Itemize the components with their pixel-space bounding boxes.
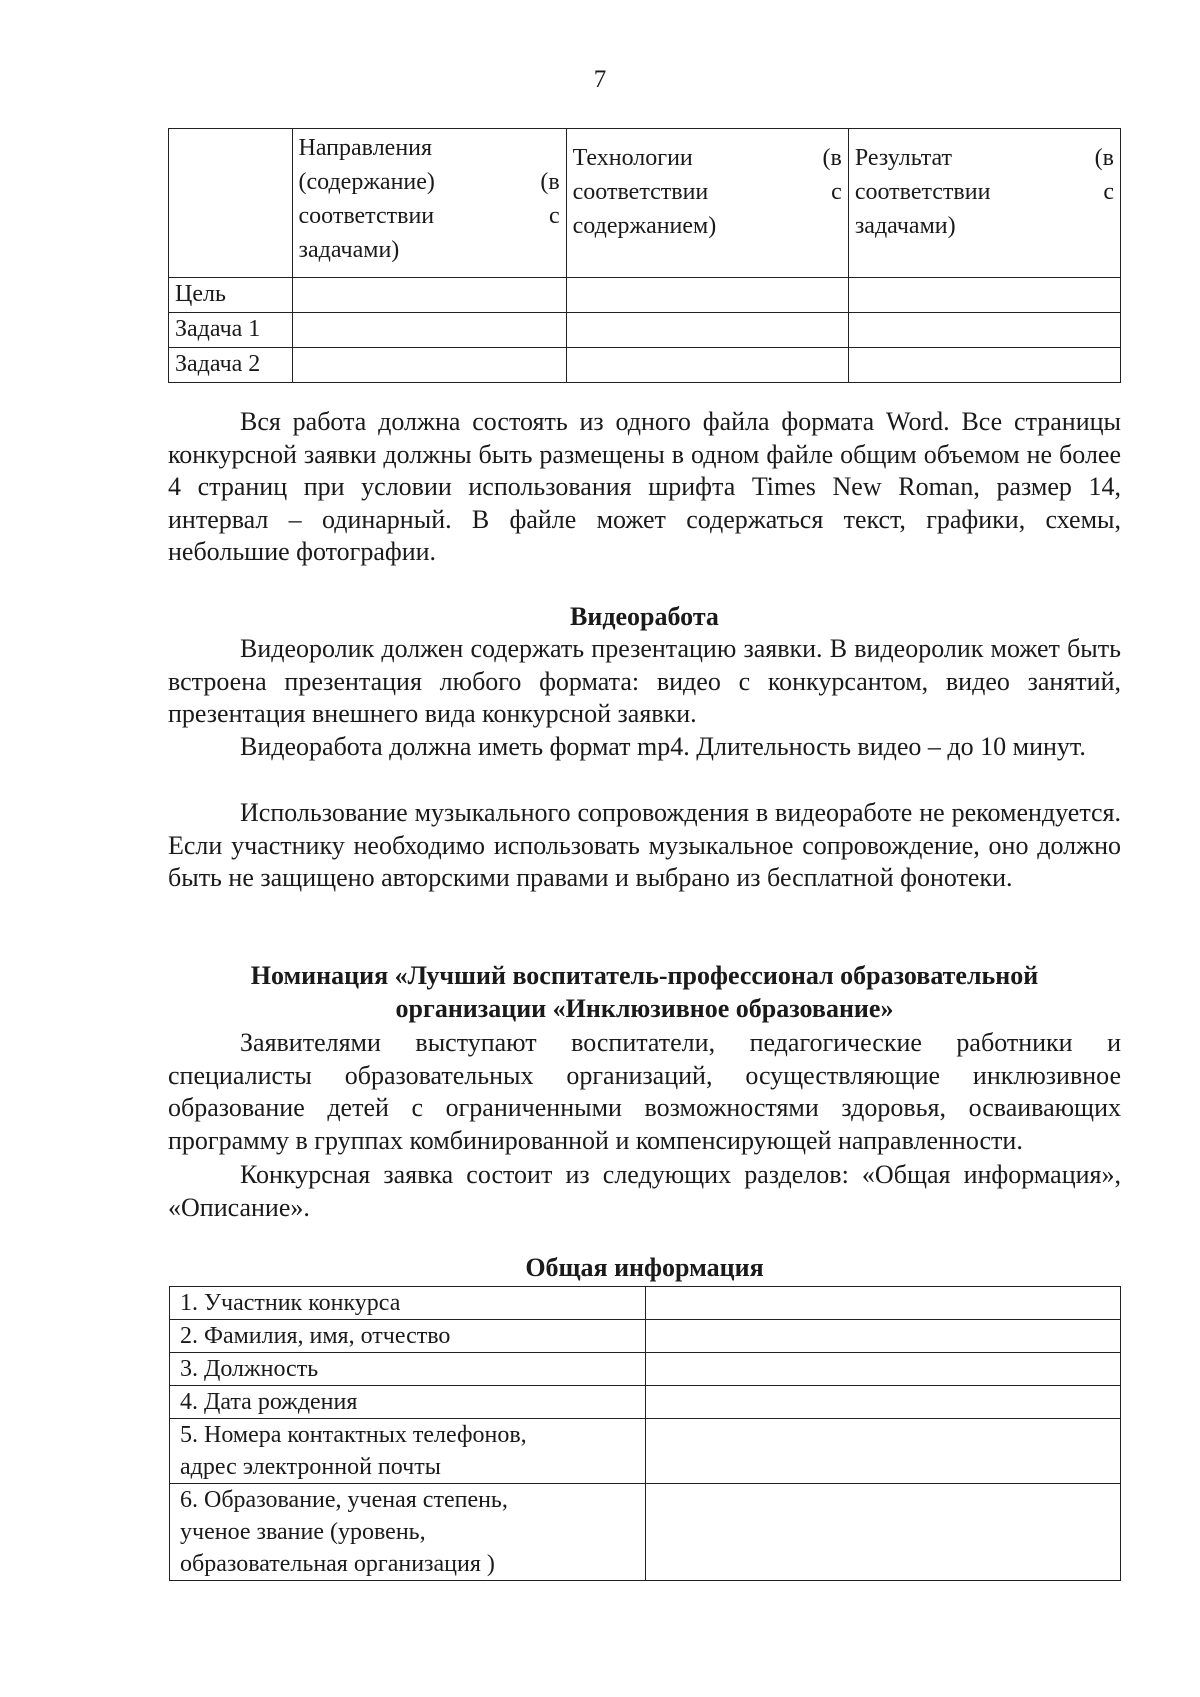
table-cell	[646, 1287, 1121, 1320]
nomination-heading-line-1: Номинация «Лучший воспитатель-профессионал образовательной	[250, 961, 1039, 990]
table-cell	[566, 348, 848, 383]
table-row	[170, 1419, 1121, 1484]
format-paragraph: Вся работа должна состоять из одного файла формата Word. Все страницы конкурсной заявки должны быть размещены в одном файле общим объемом не более 4 страниц при условии использования шрифта Times New Roman, размер 14, интервал – одинарный. В файле может содержаться текст, графики, схемы, небольшие фотографии.	[168, 407, 1121, 566]
table-cell	[646, 1320, 1121, 1353]
video-heading: Видеоработа	[570, 602, 719, 631]
general-info-table	[169, 1286, 1121, 1581]
table-cell	[566, 313, 848, 348]
row-label: 4. Дата рождения	[170, 1386, 646, 1419]
table-row	[169, 278, 1121, 313]
nomination-paragraph-2: Конкурсная заявка состоит из следующих разделов: «Общая информация», «Описание».	[168, 1160, 1121, 1222]
row-label: 1. Участник конкурса	[170, 1287, 646, 1320]
nomination-heading-line-2: организации «Инклюзивное образование»	[395, 994, 894, 1023]
table-cell	[292, 278, 566, 313]
row-label: 3. Должность	[170, 1353, 646, 1386]
row-label: 6. Образование, ученая степень, ученое звание (уровень, образовательная организация )	[170, 1484, 646, 1581]
row-label: 5. Номера контактных телефонов, адрес электронной почты	[170, 1419, 646, 1484]
header-directions: Направления (содержание) (в соответствии с задачами)	[292, 129, 566, 278]
row-label: Цель	[169, 278, 293, 313]
table-header-row	[169, 129, 1121, 278]
table-row	[169, 313, 1121, 348]
row-label: Задача 2	[169, 348, 293, 383]
table-row	[170, 1353, 1121, 1386]
table-row	[170, 1484, 1121, 1581]
table-row	[170, 1320, 1121, 1353]
row-label: Задача 1	[169, 313, 293, 348]
row-label: 2. Фамилия, имя, отчество	[170, 1320, 646, 1353]
table-row	[170, 1287, 1121, 1320]
table-row	[169, 348, 1121, 383]
table-cell	[848, 348, 1120, 383]
table-cell	[566, 278, 848, 313]
table-row	[170, 1386, 1121, 1419]
table-cell	[646, 1353, 1121, 1386]
table-cell	[292, 313, 566, 348]
table-cell	[848, 313, 1120, 348]
page-number: 7	[593, 66, 607, 93]
video-paragraph-3: Использование музыкального сопровождения в видеоработе не рекомендуется. Если участнику необходимо использовать музыкальное сопровождение, оно должно быть не защищено авторскими правами и выбрано из бесплатной фонотеки.	[168, 798, 1121, 892]
table-cell	[646, 1419, 1121, 1484]
nomination-paragraph-1: Заявителями выступают воспитатели, педагогические работники и специалисты образовательных организаций, осуществляющие инклюзивное образование детей с ограниченными возможностями здоровья, осваивающих программу в группах комбинированной и компенсирующей направленности.	[168, 1028, 1121, 1155]
header-technologies: Технологии (в соответствии с содержанием)	[566, 129, 848, 278]
table-cell	[848, 278, 1120, 313]
table-cell	[646, 1484, 1121, 1581]
video-paragraph-2: Видеоработа должна иметь формат mp4. Длительность видео – до 10 минут.	[240, 732, 1086, 761]
video-paragraph-1: Видеоролик должен содержать презентацию заявки. В видеоролик может быть встроена презентация любого формата: видео с конкурсантом, видео занятий, презентация внешнего вида конкурсной заявки.	[168, 634, 1121, 728]
table-cell	[292, 348, 566, 383]
general-info-heading: Общая информация	[525, 1253, 764, 1282]
table-cell	[646, 1386, 1121, 1419]
header-result: Результат (в соответствии с задачами)	[848, 129, 1120, 278]
table-header-empty	[169, 129, 293, 278]
tasks-table	[168, 128, 1121, 383]
